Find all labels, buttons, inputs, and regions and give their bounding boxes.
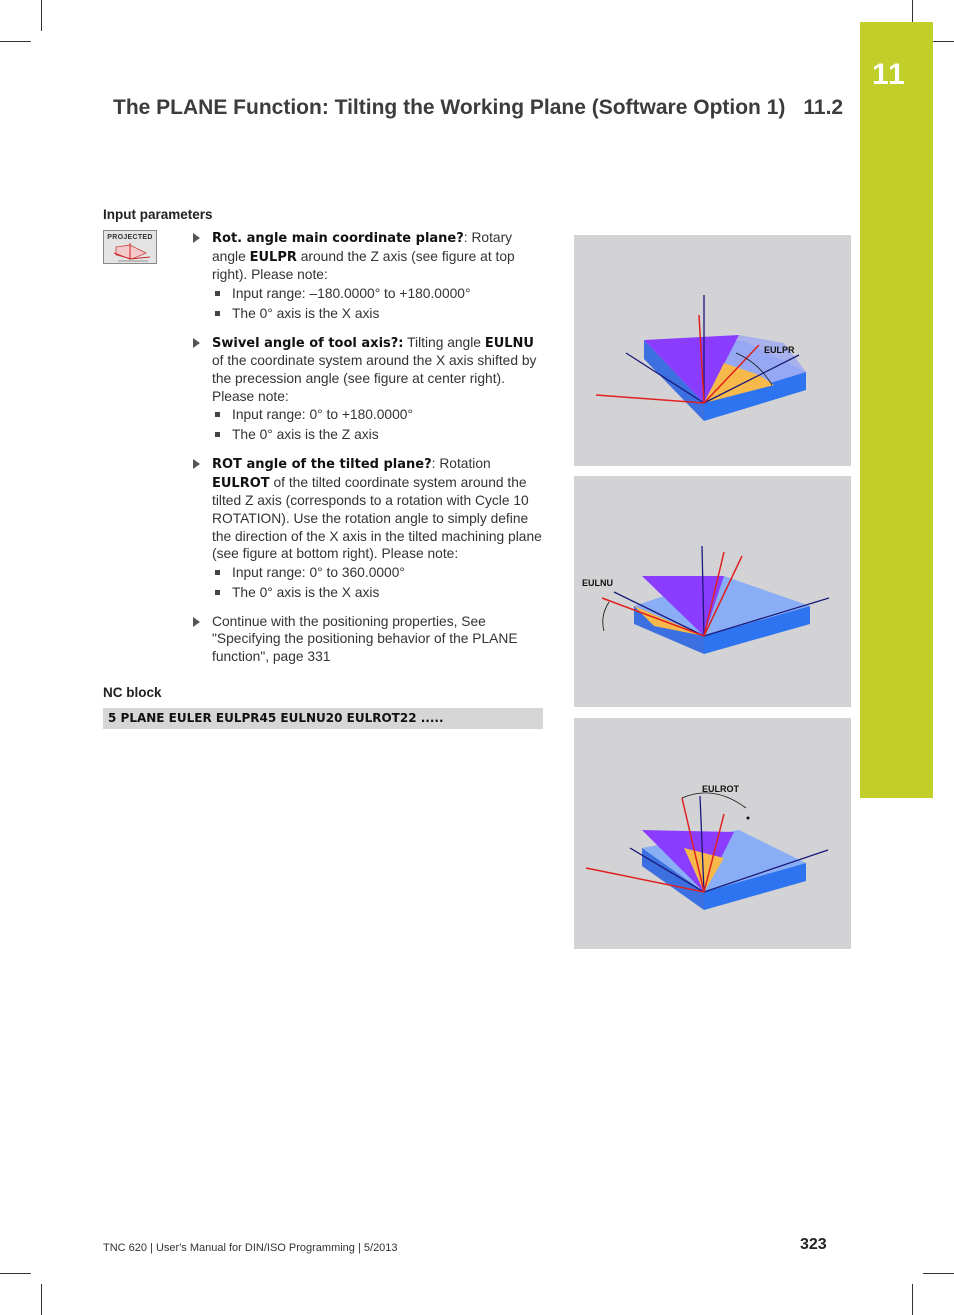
param-separator: : Rotation — [431, 456, 491, 472]
figure-eulrot — [574, 718, 851, 949]
param-name: Swivel angle of tool axis?: — [212, 335, 404, 351]
eulnu-label: EULNU — [582, 578, 613, 588]
note-item: The 0° axis is the X axis — [212, 583, 545, 603]
arrow-right-icon — [193, 233, 200, 243]
eulpr-label: EULPR — [764, 345, 795, 355]
eulrot-label: EULROT — [702, 784, 739, 794]
nc-block-code: 5 PLANE EULER EULPR45 EULNU20 EULROT22 ..... — [103, 708, 543, 729]
note-list — [212, 284, 545, 324]
figure-eulpr — [574, 235, 851, 466]
param-description: of the coordinate system around the X axis shifted by the precession angle (see figure at center right). Please note: — [212, 353, 537, 404]
crop-mark — [0, 1273, 31, 1274]
crop-mark — [41, 0, 42, 31]
softkey-label: PROJECTED — [107, 234, 153, 241]
page-title — [113, 96, 843, 120]
param-eulrot — [190, 455, 545, 603]
crop-mark — [933, 41, 954, 42]
crop-mark — [912, 1284, 913, 1315]
crop-mark — [41, 1284, 42, 1315]
crop-mark — [0, 41, 31, 42]
chapter-tab — [860, 22, 933, 798]
eulpr-diagram — [574, 235, 851, 466]
param-name: Rot. angle main coordinate plane? — [212, 231, 464, 246]
page-number: 323 — [800, 1236, 827, 1253]
param-separator: : Rotary angle — [212, 230, 513, 264]
crop-mark — [923, 1273, 954, 1274]
arrow-right-icon — [193, 617, 200, 627]
param-keyword: EULROT — [212, 475, 270, 491]
param-separator: Tilting angle — [403, 334, 485, 350]
nc-block-heading: NC block — [103, 685, 162, 700]
param-eulnu — [190, 334, 545, 445]
eulnu-diagram — [574, 476, 851, 707]
parameter-list — [190, 229, 545, 676]
chapter-number: 11 — [872, 58, 906, 91]
figure-eulnu — [574, 476, 851, 707]
note-item: The 0° axis is the X axis — [212, 304, 545, 324]
note-item: Input range: –180.0000° to +180.0000° — [212, 284, 545, 304]
note-item: Input range: 0° to +180.0000° — [212, 405, 545, 425]
eulrot-diagram — [574, 718, 851, 949]
projected-softkey — [103, 230, 157, 264]
projected-plane-icon — [110, 243, 154, 263]
param-description: around the Z axis (see figure at top right). Please note: — [212, 248, 515, 283]
param-continue — [190, 613, 545, 666]
page-title-text: The PLANE Function: Tilting the Working Plane (Software Option 1) — [113, 96, 786, 119]
param-name: ROT angle of the tilted plane? — [212, 457, 432, 473]
crop-mark — [912, 0, 913, 22]
note-item: Input range: 0° to 360.0000° — [212, 563, 545, 583]
param-description: of the tilted coordinate system around the tilted Z axis (corresponds to a rotation with Cycle 10 ROTATION). Use the rotation angle to simply define the direction of the X axis in the tilted machining plane (see figure at bottom right). Please note: — [212, 474, 542, 562]
note-item: The 0° axis is the Z axis — [212, 425, 545, 445]
continue-text: Continue with the positioning properties, See "Specifying the positioning behavior of the PLANE function", page 331 — [212, 613, 518, 664]
param-keyword: EULNU — [484, 335, 534, 351]
footer-text: TNC 620 | User's Manual for DIN/ISO Programming | 5/2013 — [103, 1242, 398, 1254]
arrow-right-icon — [193, 338, 200, 348]
section-number: 11.2 — [803, 96, 844, 119]
param-keyword: EULPR — [249, 249, 297, 265]
note-list — [212, 405, 545, 445]
param-eulpr — [190, 229, 545, 324]
note-list — [212, 563, 545, 603]
arrow-right-icon — [193, 459, 200, 469]
input-parameters-heading: Input parameters — [103, 207, 213, 222]
